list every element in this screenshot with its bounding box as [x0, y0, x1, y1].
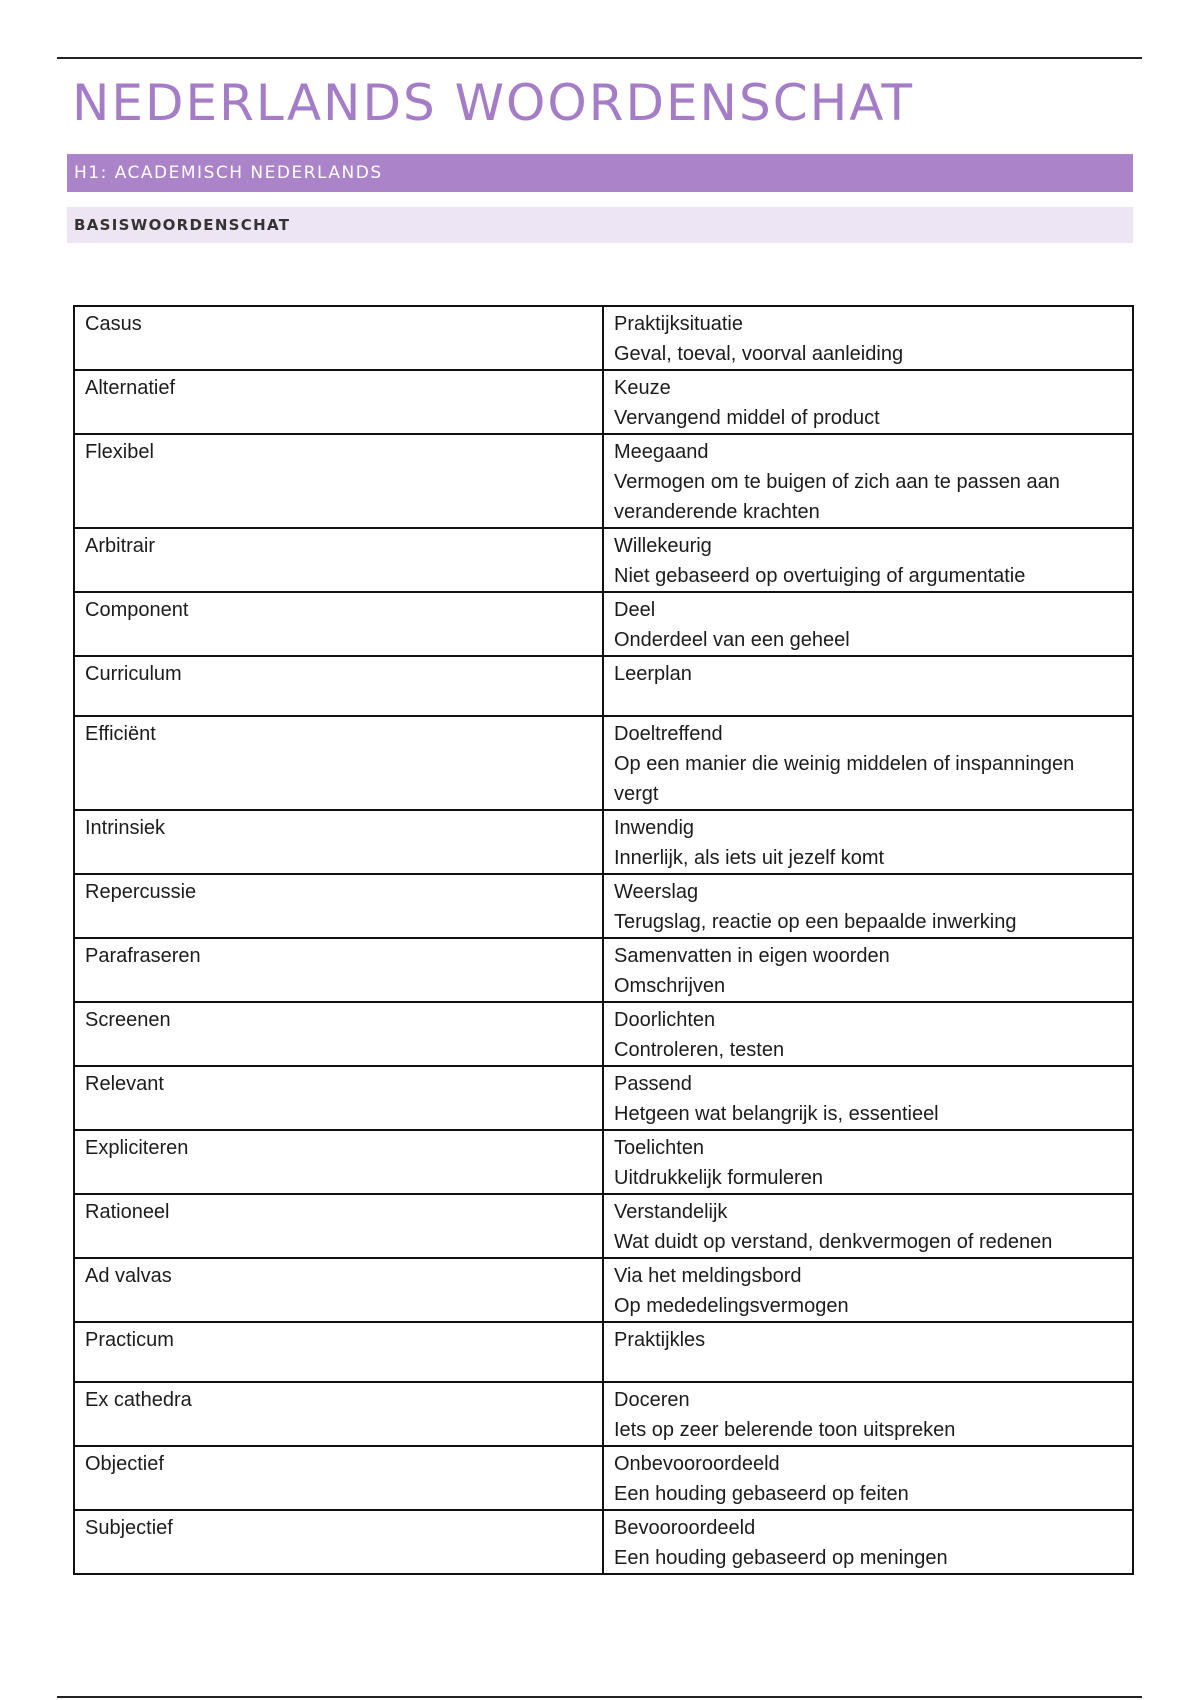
term-cell: Objectief [74, 1446, 603, 1510]
table-row [74, 1066, 1133, 1130]
table-row [74, 528, 1133, 592]
table-row [74, 1194, 1133, 1258]
table-row [74, 370, 1133, 434]
definition-cell [603, 874, 1133, 938]
definition-cell [603, 1382, 1133, 1446]
chapter-heading-bar [67, 154, 1133, 192]
bottom-rule [57, 1696, 1142, 1698]
definition-line: Iets op zeer belerende toon uitspreken [614, 1419, 956, 1441]
definition-line: Op een manier die weinig middelen of inspanningen vergt [614, 753, 1075, 805]
definition-line: Verstandelijk [614, 1201, 728, 1223]
definition-cell [603, 1258, 1133, 1322]
definition-line: Inwendig [614, 817, 695, 839]
definition-line: Controleren, testen [614, 1039, 785, 1061]
table-row [74, 656, 1133, 716]
term-cell: Casus [74, 306, 603, 370]
table-row [74, 810, 1133, 874]
definition-cell [603, 434, 1133, 528]
table-row [74, 1446, 1133, 1510]
term-cell: Intrinsiek [74, 810, 603, 874]
top-rule [57, 57, 1142, 59]
definition-line: Een houding gebaseerd op meningen [614, 1547, 948, 1569]
term-cell: Component [74, 592, 603, 656]
definition-line: Uitdrukkelijk formuleren [614, 1167, 823, 1189]
table-row [74, 1130, 1133, 1194]
definition-cell [603, 1066, 1133, 1130]
definition-cell [603, 810, 1133, 874]
term-cell: Expliciteren [74, 1130, 603, 1194]
vocabulary-table [73, 305, 1134, 1575]
definition-line: Bevooroordeeld [614, 1517, 756, 1539]
definition-line: Wat duidt op verstand, denkvermogen of redenen [614, 1231, 1053, 1253]
definition-line: Terugslag, reactie op een bepaalde inwerking [614, 911, 1017, 933]
definition-line: Meegaand [614, 441, 709, 463]
definition-line: Innerlijk, als iets uit jezelf komt [614, 847, 885, 869]
table-row [74, 1322, 1133, 1382]
definition-cell [603, 716, 1133, 810]
table-row [74, 716, 1133, 810]
table-row [74, 1002, 1133, 1066]
term-cell: Efficiënt [74, 716, 603, 810]
definition-line: Samenvatten in eigen woorden [614, 945, 890, 967]
definition-cell [603, 1510, 1133, 1574]
definition-line: Praktijksituatie [614, 313, 743, 335]
term-cell: Alternatief [74, 370, 603, 434]
definition-line: Doorlichten [614, 1009, 716, 1031]
definition-line: Omschrijven [614, 975, 726, 997]
definition-line: Een houding gebaseerd op feiten [614, 1483, 909, 1505]
definition-line: Praktijkles [614, 1329, 706, 1351]
definition-line: Onderdeel van een geheel [614, 629, 850, 651]
definition-cell [603, 1194, 1133, 1258]
definition-line: Willekeurig [614, 535, 712, 557]
definition-cell [603, 1322, 1133, 1382]
definition-cell [603, 1002, 1133, 1066]
term-cell: Subjectief [74, 1510, 603, 1574]
term-cell: Curriculum [74, 656, 603, 716]
term-cell: Flexibel [74, 434, 603, 528]
definition-line: Doeltreffend [614, 723, 723, 745]
definition-line: Leerplan [614, 663, 692, 685]
term-cell: Arbitrair [74, 528, 603, 592]
definition-cell [603, 1130, 1133, 1194]
term-cell: Practicum [74, 1322, 603, 1382]
definition-cell [603, 592, 1133, 656]
definition-line: Deel [614, 599, 656, 621]
definition-cell [603, 938, 1133, 1002]
definition-line: Doceren [614, 1389, 690, 1411]
table-row [74, 1510, 1133, 1574]
table-row [74, 434, 1133, 528]
definition-line: Op mededelingsvermogen [614, 1295, 849, 1317]
definition-cell [603, 528, 1133, 592]
chapter-heading: H1: ACADEMISCH NEDERLANDS [74, 163, 383, 183]
term-cell: Repercussie [74, 874, 603, 938]
table-row [74, 938, 1133, 1002]
page-title: NEDERLANDS WOORDENSCHAT [72, 74, 915, 132]
section-heading: BASISWOORDENSCHAT [74, 216, 291, 234]
definition-cell [603, 656, 1133, 716]
definition-line: Passend [614, 1073, 692, 1095]
definition-line: Onbevooroordeeld [614, 1453, 780, 1475]
section-heading-bar [67, 207, 1133, 243]
table-row [74, 874, 1133, 938]
table-row [74, 1258, 1133, 1322]
definition-line: Niet gebaseerd op overtuiging of argumentatie [614, 565, 1026, 587]
definition-line: Via het meldingsbord [614, 1265, 802, 1287]
definition-line: Vermogen om te buigen of zich aan te passen aan veranderende krachten [614, 471, 1060, 523]
definition-line: Vervangend middel of product [614, 407, 880, 429]
definition-line: Geval, toeval, voorval aanleiding [614, 343, 904, 365]
definition-line: Hetgeen wat belangrijk is, essentieel [614, 1103, 939, 1125]
definition-line: Weerslag [614, 881, 699, 903]
definition-cell [603, 306, 1133, 370]
term-cell: Rationeel [74, 1194, 603, 1258]
definition-line: Keuze [614, 377, 671, 399]
definition-line: Toelichten [614, 1137, 705, 1159]
table-row [74, 306, 1133, 370]
table-row [74, 1382, 1133, 1446]
definition-cell [603, 1446, 1133, 1510]
term-cell: Ad valvas [74, 1258, 603, 1322]
term-cell: Screenen [74, 1002, 603, 1066]
term-cell: Relevant [74, 1066, 603, 1130]
term-cell: Parafraseren [74, 938, 603, 1002]
definition-cell [603, 370, 1133, 434]
table-row [74, 592, 1133, 656]
term-cell: Ex cathedra [74, 1382, 603, 1446]
